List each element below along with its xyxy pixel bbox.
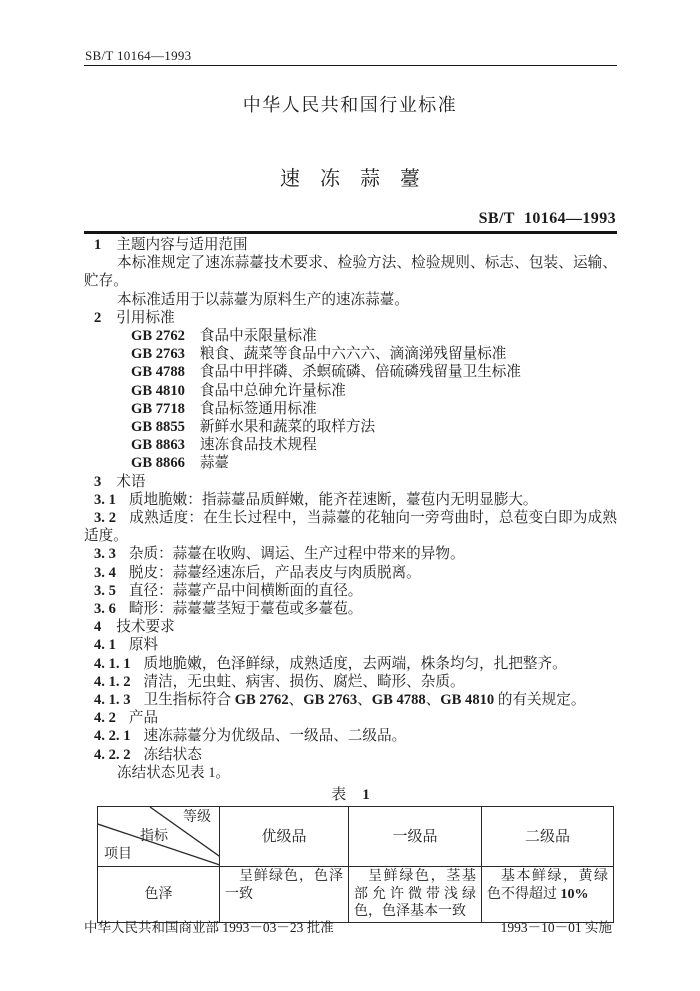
gb-code: GB 4788	[371, 692, 426, 709]
clause-4-1-2	[84, 673, 617, 691]
clause-text: 质地脆嫩：指蒜薹品质鲜嫩，能齐茬速断，薹苞内无明显膨大。	[128, 491, 538, 508]
gb-code: GB 2763	[303, 692, 358, 709]
table-header-row	[98, 807, 614, 867]
clause-text: 成熟适度：在生长过程中，当蒜薹的花轴向一旁弯曲时，总苞变白即为成熟适度。	[84, 510, 617, 545]
clause-number: 4. 1	[94, 637, 116, 654]
reference-code: GB 8866	[131, 455, 185, 472]
clause-number: 3. 3	[94, 546, 116, 563]
reference-item	[84, 327, 617, 345]
section-3-heading	[84, 473, 617, 491]
clause-4-1	[84, 636, 617, 654]
table-row-color	[98, 867, 614, 923]
row-label-color: 色泽	[98, 867, 220, 923]
reference-title: 蒜薹	[199, 455, 230, 472]
table-caption-label: 表	[331, 787, 347, 804]
clause-text: 的有关规定。	[494, 692, 586, 709]
table-caption	[84, 786, 617, 804]
table-note: 冻结状态见表 1。	[117, 764, 231, 781]
corner-label-indicator: 指标	[140, 829, 168, 845]
reference-item	[84, 382, 617, 400]
cell-text: 基本鲜绿，黄绿色不得超过	[487, 869, 608, 902]
section-number: 3	[94, 473, 102, 490]
title-block-rule	[84, 231, 617, 234]
clause-number: 4. 2. 1	[94, 728, 131, 745]
reference-code: GB 8855	[131, 419, 185, 436]
document-title: 速 冻 蒜 薹	[280, 168, 420, 190]
section-4-heading	[84, 618, 617, 636]
reference-code: GB 8863	[131, 437, 185, 454]
clause-number: 3. 4	[94, 564, 116, 581]
clause-4-2-1	[84, 727, 617, 745]
column-header-premium: 优级品	[220, 807, 349, 867]
clause-3-2	[84, 509, 617, 545]
section-2-heading	[84, 309, 617, 327]
standard-category-title: 中华人民共和国行业标准	[242, 95, 458, 115]
clause-number: 4. 1. 1	[94, 655, 131, 672]
column-header-second-grade: 二级品	[482, 807, 614, 867]
clause-4-1-1	[84, 655, 617, 673]
reference-title: 新鲜水果和蔬菜的取样方法	[199, 419, 376, 436]
clause-3-5	[84, 582, 617, 600]
separator: 、	[425, 692, 441, 709]
reference-title: 速冻食品技术规程	[199, 437, 317, 454]
applicability-paragraph: 本标准适用于以蒜薹为原料生产的速冻蒜薹。	[117, 291, 409, 308]
scope-paragraph: 本标准规定了速冻蒜薹技术要求、检验方法、检验规则、标志、包装、运输、贮存。	[84, 255, 617, 290]
reference-code: GB 4810	[131, 382, 185, 399]
reference-title: 食品中甲拌磷、杀螟硫磷、倍硫磷残留量卫生标准	[199, 364, 521, 381]
table-1	[97, 806, 614, 923]
reference-title: 食品中汞限量标准	[199, 328, 317, 345]
corner-label-item: 项目	[104, 847, 132, 863]
reference-item	[84, 345, 617, 363]
cell-premium-color: 呈鲜绿色，色泽一致	[220, 867, 349, 923]
section-1-heading	[84, 236, 617, 254]
section-title: 主题内容与适用范围	[116, 237, 248, 253]
clause-number: 3. 2	[94, 510, 117, 527]
reference-item	[84, 400, 617, 418]
clause-text: 产品	[128, 710, 159, 727]
clause-text: 冻结状态	[143, 746, 202, 763]
clause-3-4	[84, 564, 617, 582]
reference-item	[84, 436, 617, 454]
reference-title: 食品中总砷允许量标准	[199, 382, 346, 399]
clause-number: 3. 6	[94, 601, 116, 618]
separator: 、	[357, 692, 372, 709]
clause-text: 质地脆嫩，色泽鲜绿，成熟适度，去两端，株条均匀，扎把整齐。	[143, 655, 567, 672]
page-footer	[84, 916, 612, 936]
reference-item	[84, 454, 617, 472]
section-title: 术语	[116, 473, 146, 490]
reference-title: 食品标签通用标准	[199, 400, 317, 417]
cell-second-grade-color	[482, 867, 614, 923]
running-header-code: SB/T 10164—1993	[85, 48, 192, 63]
reference-title: 粮食、蔬菜等食品中六六六、滴滴涕残留量标准	[199, 346, 507, 363]
clause-text: 畸形：蒜薹薹茎短于薹苞或多薹苞。	[128, 601, 363, 618]
separator: 、	[288, 692, 304, 709]
clause-3-1	[84, 491, 617, 509]
clause-text: 速冻蒜薹分为优级品、一级品、二级品。	[143, 728, 407, 745]
cell-bold-value: 10%	[560, 886, 589, 902]
section-title: 技术要求	[116, 619, 175, 636]
clause-text: 清洁，无虫蛀、病害、损伤、腐烂、畸形、杂质。	[143, 673, 465, 690]
approval-note: 中华人民共和国商业部 1993－03－23 批准	[84, 920, 334, 935]
reference-code: GB 2762	[131, 328, 185, 345]
clause-text: 原料	[128, 637, 159, 654]
clause-text: 直径：蒜薹产品中间横断面的直径。	[128, 582, 363, 599]
cell-first-grade-color: 呈鲜绿色，茎基部允许微带浅绿色，色泽基本一致	[349, 867, 482, 923]
clause-number: 4. 1. 2	[94, 673, 131, 690]
clause-4-2	[84, 709, 617, 727]
implementation-note: 1993－10－01 实施	[500, 920, 612, 935]
clause-4-1-3	[84, 691, 617, 709]
clause-number: 4. 1. 3	[94, 692, 131, 709]
reference-item	[84, 418, 617, 436]
clause-number: 3. 5	[94, 582, 116, 599]
reference-code: GB 7718	[131, 400, 185, 417]
clause-number: 3. 1	[94, 491, 116, 508]
reference-code: GB 4788	[131, 364, 185, 381]
clause-text: 杂质：蒜薹在收购、调运、生产过程中带来的异物。	[128, 546, 465, 563]
column-header-first-grade: 一级品	[349, 807, 482, 867]
clause-3-6	[84, 600, 617, 618]
gb-code: GB 4810	[440, 692, 495, 709]
section-number: 1	[94, 237, 102, 253]
clause-text: 脱皮：蒜薹经速冻后，产品表皮与肉质脱离。	[128, 564, 421, 581]
section-title: 引用标准	[116, 309, 175, 326]
document-body	[84, 236, 617, 923]
clause-3-3	[84, 545, 617, 563]
table-caption-number: 1	[362, 787, 370, 804]
section-number: 4	[94, 619, 102, 636]
reference-item	[84, 363, 617, 381]
standard-number: SB/T 10164—1993	[478, 210, 616, 227]
clause-number: 4. 2. 2	[94, 746, 131, 763]
clause-4-2-2	[84, 746, 617, 764]
gb-code: GB 2762	[234, 692, 289, 709]
header-rule	[84, 65, 617, 66]
table-corner-cell	[98, 807, 220, 867]
corner-label-grade: 等级	[183, 810, 211, 826]
clause-number: 4. 2	[94, 710, 116, 727]
reference-code: GB 2763	[131, 346, 185, 363]
section-number: 2	[94, 309, 102, 326]
clause-text: 卫生指标符合	[143, 692, 235, 709]
